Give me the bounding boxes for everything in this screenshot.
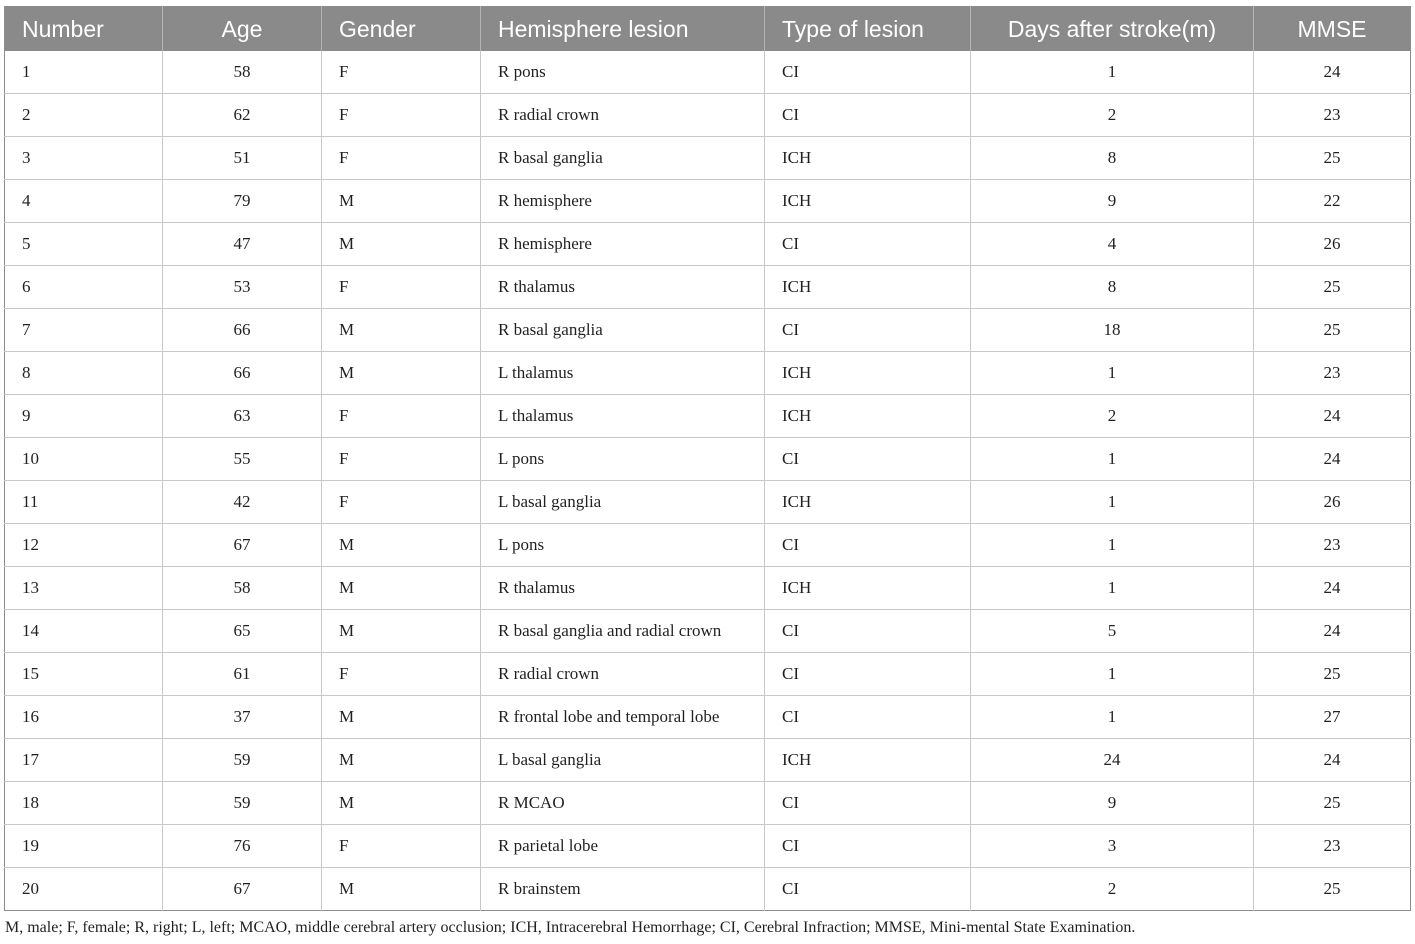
cell-hemisphere-lesion: R thalamus xyxy=(481,567,765,610)
table-row xyxy=(5,610,1411,653)
cell-hemisphere-lesion: R thalamus xyxy=(481,266,765,309)
cell-gender: F xyxy=(322,94,481,137)
cell-mmse: 24 xyxy=(1254,739,1411,782)
table-row xyxy=(5,395,1411,438)
cell-gender: M xyxy=(322,567,481,610)
cell-mmse: 25 xyxy=(1323,879,1341,898)
cell-gender: M xyxy=(322,782,481,825)
cell-hemisphere-lesion: R pons xyxy=(481,51,765,94)
cell-hemisphere-lesion: R basal ganglia xyxy=(481,309,765,352)
cell-number: 19 xyxy=(5,825,163,868)
cell-type-of-lesion: ICH xyxy=(765,137,971,180)
header-gender: Gender xyxy=(322,7,481,52)
cell-mmse: 27 xyxy=(1254,696,1411,739)
table-row xyxy=(5,266,1411,309)
cell-days-after-stroke: 18 xyxy=(971,309,1254,352)
table-row xyxy=(5,352,1411,395)
cell-number: 10 xyxy=(5,438,163,481)
cell-days-after-stroke: 1 xyxy=(971,567,1254,610)
cell-age: 58 xyxy=(163,51,322,94)
cell-type-of-lesion: CI xyxy=(765,223,971,266)
table-row xyxy=(5,51,1411,94)
cell-age: 67 xyxy=(163,868,322,911)
cell-number: 15 xyxy=(5,653,163,696)
cell-days-after-stroke: 2 xyxy=(971,395,1254,438)
cell-age: 66 xyxy=(163,352,322,395)
table-row xyxy=(5,223,1411,266)
cell-type-of-lesion: CI xyxy=(765,51,971,94)
cell-number: 17 xyxy=(5,739,163,782)
cell-hemisphere-lesion: R hemisphere xyxy=(481,180,765,223)
cell-number: 12 xyxy=(5,524,163,567)
table-header xyxy=(5,7,1411,52)
cell-hemisphere-lesion: R hemisphere xyxy=(481,223,765,266)
cell-mmse: 23 xyxy=(1254,94,1411,137)
cell-number: 2 xyxy=(5,94,163,137)
cell-number: 5 xyxy=(5,223,163,266)
cell-mmse: 25 xyxy=(1254,266,1411,309)
table-row xyxy=(5,739,1411,782)
table-row xyxy=(5,94,1411,137)
cell-type-of-lesion: ICH xyxy=(765,180,971,223)
cell-hemisphere-lesion: R radial crown xyxy=(481,653,765,696)
cell-gender: F xyxy=(322,266,481,309)
cell-mmse: 25 xyxy=(1254,137,1411,180)
cell-mmse: 24 xyxy=(1254,567,1411,610)
cell-number: 3 xyxy=(5,137,163,180)
header-hemisphere-lesion: Hemisphere lesion xyxy=(481,7,765,52)
cell-number: 11 xyxy=(5,481,163,524)
table-row xyxy=(5,438,1411,481)
cell-gender: M xyxy=(322,223,481,266)
cell-days-after-stroke: 8 xyxy=(971,137,1254,180)
cell-mmse: 24 xyxy=(1254,395,1411,438)
cell-age: 67 xyxy=(163,524,322,567)
cell-number: 13 xyxy=(5,567,163,610)
cell-type-of-lesion: CI xyxy=(765,524,971,567)
cell-days-after-stroke: 1 xyxy=(971,481,1254,524)
table-row xyxy=(5,868,1411,911)
cell-days-after-stroke: 5 xyxy=(971,610,1254,653)
cell-age: 55 xyxy=(163,438,322,481)
table-row xyxy=(5,180,1411,223)
cell-gender: F xyxy=(322,51,481,94)
cell-mmse: 23 xyxy=(1254,352,1411,395)
cell-type-of-lesion: CI xyxy=(765,653,971,696)
cell-days-after-stroke: 2 xyxy=(971,94,1254,137)
table-row xyxy=(5,653,1411,696)
cell-gender: M xyxy=(322,868,481,911)
cell-number: 20 xyxy=(5,868,163,911)
cell-number: 14 xyxy=(5,610,163,653)
cell-type-of-lesion: ICH xyxy=(765,266,971,309)
cell-days-after-stroke: 4 xyxy=(971,223,1254,266)
cell-gender: F xyxy=(322,653,481,696)
header-age: Age xyxy=(163,7,322,52)
table-row xyxy=(5,696,1411,739)
cell-number: 9 xyxy=(5,395,163,438)
cell-type-of-lesion: CI xyxy=(765,696,971,739)
cell-days-after-stroke: 1 xyxy=(971,438,1254,481)
cell-gender: M xyxy=(322,610,481,653)
cell-age: 51 xyxy=(163,137,322,180)
cell-days-after-stroke: 1 xyxy=(971,352,1254,395)
cell-type-of-lesion: CI xyxy=(765,782,971,825)
cell-mmse: 25 xyxy=(1254,653,1411,696)
cell-days-after-stroke: 24 xyxy=(971,739,1254,782)
cell-age: 47 xyxy=(163,223,322,266)
cell-age: 79 xyxy=(163,180,322,223)
cell-type-of-lesion: CI xyxy=(765,868,971,911)
cell-gender: M xyxy=(322,309,481,352)
cell-type-of-lesion: CI xyxy=(765,825,971,868)
cell-number: 6 xyxy=(5,266,163,309)
cell-type-of-lesion: ICH xyxy=(765,395,971,438)
cell-mmse: 23 xyxy=(1254,524,1411,567)
cell-number: 7 xyxy=(5,309,163,352)
cell-number: 8 xyxy=(5,352,163,395)
cell-gender: F xyxy=(322,137,481,180)
table-footnote: M, male; F, female; R, right; L, left; MCAO, middle cerebral artery occlusion; ICH, Intracerebral Hemorrhage; CI, Cerebral Infraction; MMSE, Mini-mental State Examination. xyxy=(5,919,1136,936)
header-mmse: MMSE xyxy=(1254,7,1411,52)
cell-mmse: 22 xyxy=(1254,180,1411,223)
cell-hemisphere-lesion: L pons xyxy=(481,438,765,481)
cell-gender: F xyxy=(322,481,481,524)
cell-mmse: 23 xyxy=(1254,825,1411,868)
header-days-after-stroke: Days after stroke(m) xyxy=(971,7,1254,52)
header-row xyxy=(5,7,1411,52)
cell-hemisphere-lesion: L thalamus xyxy=(481,395,765,438)
cell-age: 42 xyxy=(163,481,322,524)
header-number: Number xyxy=(5,7,163,52)
cell-age: 65 xyxy=(163,610,322,653)
cell-number: 1 xyxy=(5,51,163,94)
cell-days-after-stroke: 1 xyxy=(971,51,1254,94)
cell-days-after-stroke: 1 xyxy=(971,653,1254,696)
cell-age: 59 xyxy=(163,782,322,825)
cell-hemisphere-lesion: R frontal lobe and temporal lobe xyxy=(481,696,765,739)
cell-mmse: 24 xyxy=(1254,51,1411,94)
header-type-of-lesion: Type of lesion xyxy=(765,7,971,52)
cell-age: 37 xyxy=(163,696,322,739)
cell-type-of-lesion: CI xyxy=(765,438,971,481)
cell-age: 66 xyxy=(163,309,322,352)
cell-hemisphere-lesion: L pons xyxy=(481,524,765,567)
cell-hemisphere-lesion: L thalamus xyxy=(481,352,765,395)
cell-age: 61 xyxy=(163,653,322,696)
cell-hemisphere-lesion: R MCAO xyxy=(481,782,765,825)
cell-gender: M xyxy=(322,739,481,782)
cell-age: 62 xyxy=(163,94,322,137)
cell-gender: M xyxy=(322,524,481,567)
cell-type-of-lesion: ICH xyxy=(765,352,971,395)
cell-hemisphere-lesion: L basal ganglia xyxy=(481,739,765,782)
cell-days-after-stroke: 9 xyxy=(971,782,1254,825)
cell-gender: F xyxy=(322,395,481,438)
cell-gender: F xyxy=(322,438,481,481)
table-row xyxy=(5,309,1411,352)
cell-hemisphere-lesion: R parietal lobe xyxy=(481,825,765,868)
cell-mmse: 24 xyxy=(1254,610,1411,653)
patient-table xyxy=(4,6,1411,911)
table-row xyxy=(5,825,1411,868)
cell-type-of-lesion: ICH xyxy=(765,739,971,782)
cell-age: 53 xyxy=(163,266,322,309)
cell-mmse: 26 xyxy=(1254,481,1411,524)
table-container xyxy=(4,6,1410,911)
cell-age: 58 xyxy=(163,567,322,610)
table-row xyxy=(5,524,1411,567)
table-row xyxy=(5,137,1411,180)
cell-hemisphere-lesion: R brainstem xyxy=(481,868,765,911)
cell-type-of-lesion: CI xyxy=(765,309,971,352)
cell-number: 18 xyxy=(5,782,163,825)
cell-days-after-stroke: 2 xyxy=(971,868,1254,911)
cell-days-after-stroke: 8 xyxy=(971,266,1254,309)
cell-number: 4 xyxy=(5,180,163,223)
cell-mmse: 24 xyxy=(1254,438,1411,481)
cell-hemisphere-lesion: R basal ganglia and radial crown xyxy=(481,610,765,653)
cell-days-after-stroke: 9 xyxy=(971,180,1254,223)
cell-number: 16 xyxy=(5,696,163,739)
cell-mmse: 25 xyxy=(1254,309,1411,352)
cell-gender: M xyxy=(322,696,481,739)
cell-days-after-stroke: 1 xyxy=(971,524,1254,567)
cell-age: 76 xyxy=(163,825,322,868)
table-row xyxy=(5,782,1411,825)
cell-type-of-lesion: CI xyxy=(765,610,971,653)
cell-hemisphere-lesion: R radial crown xyxy=(481,94,765,137)
cell-mmse: 25 xyxy=(1254,782,1411,825)
cell-gender: M xyxy=(322,352,481,395)
cell-mmse: 26 xyxy=(1254,223,1411,266)
table-body xyxy=(5,51,1411,911)
cell-hemisphere-lesion: R basal ganglia xyxy=(481,137,765,180)
cell-days-after-stroke: 3 xyxy=(971,825,1254,868)
cell-hemisphere-lesion: L basal ganglia xyxy=(481,481,765,524)
cell-days-after-stroke: 1 xyxy=(971,696,1254,739)
cell-gender: M xyxy=(322,180,481,223)
cell-age: 63 xyxy=(163,395,322,438)
cell-gender: F xyxy=(322,825,481,868)
cell-type-of-lesion: ICH xyxy=(765,481,971,524)
cell-age: 59 xyxy=(163,739,322,782)
cell-type-of-lesion: CI xyxy=(765,94,971,137)
table-row xyxy=(5,481,1411,524)
cell-type-of-lesion: ICH xyxy=(765,567,971,610)
table-row xyxy=(5,567,1411,610)
